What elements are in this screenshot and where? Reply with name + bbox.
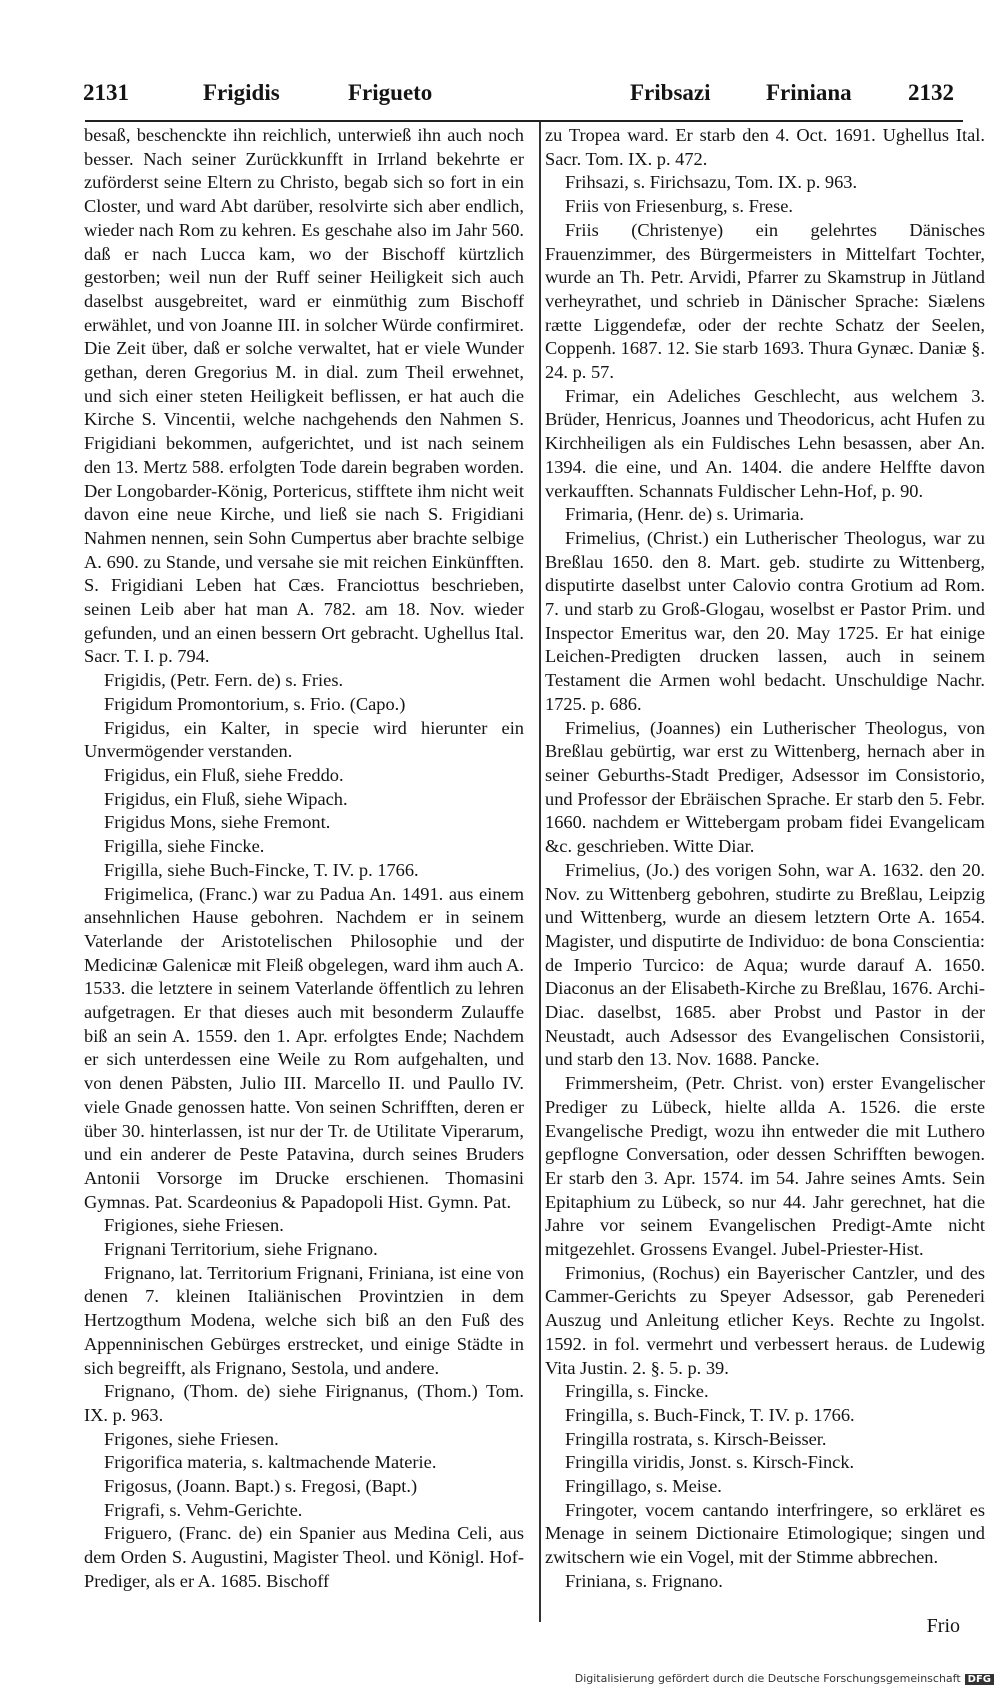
entry: Fringilla, s. Fincke. (565, 1381, 709, 1402)
entry: Frigrafi, s. Vehm-Gerichte. (104, 1499, 303, 1520)
entry: Fringilla rostrata, s. Kirsch-Beisser. (565, 1428, 827, 1449)
entry: Friis von Friesenburg, s. Frese. (565, 196, 794, 217)
entry: Fringoter, vocem cantando interfringere, so erkläret es Menage in seinem Dictionaire Etimologique; singen und zwitschern wie ein Vogel, mit der Stimme abbrechen. (545, 1499, 985, 1568)
entry: Frignani Territorium, siehe Frignano. (104, 1239, 378, 1260)
entry: Frimonius, (Rochus) ein Bayerischer Cantzler, und des Cammer-Gerichts zu Speyer Adsessor, gab Perenederi Auszug und Anleitung etlicher Keys. Rechte zu Ingolst. 1592. in fol. vermehrt und verbessert heraus. de Ludewig Vita Justin. 2. §. 5. p. 39. (545, 1262, 985, 1378)
entry: Frigorifica materia, s. kaltmachende Materie. (104, 1452, 437, 1473)
right-headword-first: Fribsazi (630, 80, 711, 105)
entry: Frigiones, siehe Friesen. (104, 1215, 284, 1236)
right-page-number: 2132 (908, 80, 954, 105)
entry: Frimar, ein Adeliches Geschlecht, aus welchem 3. Brüder, Henricus, Joannes und Theodoricus, acht Hufen zu Kirchheiligen als ein Fuldisches Lehn besassen, aber An. 1394. die eine, und An. 1404. die andere Helffte davon verkaufften. Schannats Fuldischer Lehn-Hof, p. 90. (545, 385, 985, 501)
entry: Frigosus, (Joann. Bapt.) s. Fregosi, (Bapt.) (104, 1476, 418, 1497)
entry-continued: zu Tropea ward. Er starb den 4. Oct. 1691. Ughellus Ital. Sacr. Tom. IX. p. 472. (545, 125, 985, 169)
catchword: Frio (926, 1615, 960, 1637)
entry: Frigidus Mons, siehe Fremont. (104, 812, 331, 833)
entry: Frigimelica, (Franc.) war zu Padua An. 1491. aus einem ansehnlichen Hause gebohren. Nachdem er in seinem Vaterlande der Aristotelischen Philosophie und der Medicinæ Galenicæ mit Fleiß obgelegen, ward ihm auch A. 1533. die letztere in seinem Vaterlande öffentlich zu lehren aufgetragen. Er that dieses auch mit besonderm Zulauffe biß an sein A. 1559. den 1. Apr. erfolgtes Ende; Nachdem er sich unterdessen eine Weile zu Rom aufgehalten, und von denen Päbsten, Julio III. Marcello II. und Paullo IV. viele Gnade genossen hatte. Von seinen Schrifften, deren er über 30. hinterlassen, ist nur der Tr. de Utilitate Viperarum, und ein anderer de Peste Patavina, durch seines Bruders Antonii Vorsorge im Drucke erschienen. Thomasini Gymnas. Pat. Scardeonius & Papadopoli Hist. Gymn. Pat. (84, 883, 524, 1212)
entry: Friguero, (Franc. de) ein Spanier aus Medina Celi, aus dem Orden S. Augustini, Magister Theol. und Königl. Hof-Prediger, als er A. 1685. Bischoff (84, 1523, 524, 1591)
dfg-logo-icon: DFG (965, 1674, 994, 1685)
entry: Frigilla, siehe Fincke. (104, 836, 265, 857)
entry: Frihsazi, s. Firichsazu, Tom. IX. p. 963. (565, 172, 858, 193)
header-rule (85, 120, 963, 122)
entry: Frimmersheim, (Petr. Christ. von) erster Evangelischer Prediger zu Lübeck, hielte allda A. 1526. die erste Evangelische Predigt, wozu ihn entweder die mit Luthero gepflogne Conversation, oder dessen Schrifften bewogen. Er starb den 3. Apr. 1574. im 54. Jahre seines Amts. Sein Epitaphium zu Lübeck, so nur 44. Jahr gerechnet, hat die Jahre vor seinem Evangelischen Predigt-Amte nicht mitgezehlet. Grossens Evangel. Jubel-Priester-Hist. (545, 1073, 985, 1260)
entry: Fringillago, s. Meise. (565, 1476, 722, 1497)
entry: Frigidus, ein Fluß, siehe Wipach. (104, 788, 348, 809)
left-column (84, 124, 524, 1594)
running-header (0, 70, 1000, 110)
entry: Frigones, siehe Friesen. (104, 1428, 279, 1449)
entry: Friniana, s. Frignano. (565, 1570, 723, 1591)
entry: Frimelius, (Joannes) ein Lutherischer Theologus, von Breßlau gebürtig, war erst zu Wittenberg, hernach aber in seiner Geburths-Stadt Prediger, Adsessor im Consistorio, und Professor der Ebräischen Sprache. Er starb den 5. Febr. 1660. nachdem er Wittebergam probam fidei Evangelicam &c. geschrieben. Witte Diar. (545, 717, 985, 857)
entry: Fringilla viridis, Jonst. s. Kirsch-Finck. (565, 1452, 855, 1473)
entry: Frigidum Promontorium, s. Frio. (Capo.) (104, 693, 406, 714)
entry: Frimelius, (Jo.) des vorigen Sohn, war A. 1632. den 20. Nov. zu Wittenberg gebohren, studirte zu Breßlau, Leipzig und Wittenberg, wurde an diesem letztern Orte A. 1654. Magister, und disputirte de Individuo: de bona Conscientia: de Imperio Turcico: de Aqua; wurde darauf A. 1650. Diaconus an der Elisabeth-Kirche zu Breßlau, 1676. Archi-Diac. daselbst, 1685. aber Probst und Pastor in der Neustadt, auch Adsessor des Evangelischen Consistorii, und starb den 13. Nov. 1688. Pancke. (545, 859, 985, 1070)
entry: Frignano, (Thom. de) siehe Firignanus, (Thom.) Tom. IX. p. 963. (84, 1381, 524, 1425)
entry: Frigidus, ein Kalter, in specie wird hierunter ein Unvermögender verstanden. (84, 717, 524, 762)
entry: Friis (Christenye) ein gelehrtes Dänisches Frauenzimmer, des Bürgermeisters in Mittelfart Tochter, wurde an Th. Petr. Arvidi, Pfarrer zu Skamstrup in Jütland verheyrathet, und schrieb in Dänischer Sprache: Siælens rætte Liggendefæ, oder der rechte Schatz der Seelen, Coppenh. 1687. 12. Sie starb 1693. Thura Gynæc. Daniæ §. 24. p. 57. (545, 219, 985, 383)
right-headword-last: Friniana (766, 80, 852, 105)
entry: Frignano, lat. Territorium Frignani, Friniana, ist eine von denen 7. kleinen Italiänischen Provintzien in dem Hertzogthum Modena, welche sich biß an den Fuß des Appenninischen Gebürges erstrecket, und einige Städte in sich begreifft, als Frignano, Sestola, und andere. (84, 1262, 524, 1378)
entry: Frimaria, (Henr. de) s. Urimaria. (565, 504, 804, 525)
digitization-footer (575, 1672, 994, 1685)
column-divider (539, 122, 541, 1622)
right-column (545, 124, 985, 1594)
entry: Frimelius, (Christ.) ein Lutherischer Theologus, war zu Breßlau 1650. den 8. Mart. geb. studirte zu Wittenberg, disputirte daselbst unter Calovio contra Grotium ad Rom. 7. und starb zu Groß-Glogau, woselbst er Pastor Prim. und Inspector Emeritus war, den 20. May 1725. Er hat einige Leichen-Predigten drucken lassen, auch in seinem Testament die Armen wohl bedacht. Unschuldige Nachr. 1725. p. 686. (545, 527, 985, 714)
entry: Fringilla, s. Buch-Finck, T. IV. p. 1766. (565, 1404, 855, 1425)
entry-continued: besaß, beschenckte ihn reichlich, unterwieß ihn auch noch besser. Nach seiner Zurückkunfft in Irrland bekehrte er zuförderst seine Eltern zu Christo, begab sich so fort in ein Closter, und ward Abt darüber, resolvirte sich aber endlich, wieder nach Rom zu kehren. Es geschahe also im Jahr 560. daß er nach Lucca kam, wo der Bischoff kürtzlich gestorben; weil nun der Ruff seiner Heiligkeit sich auch daselbst ausgebreitet, ward er einmüthig zum Bischoff erwählet, und von Joanne III. in solcher Würde confirmiret. Die Zeit über, daß er solche verwaltet, hat er viele Wunder gethan, deren Gregorius M. in dial. zum Theil erwehnet, und sich einer steten Heiligkeit beflissen, er hat auch die Kirche S. Vincentii, welche nachgehends den Nahmen S. Frigidiani bekommen, aufgerichtet, und ist nach seinem den 13. Mertz 588. erfolgten Tode darein begraben worden. Der Longobarder-König, Portericus, stifftete ihm nicht weit davon eine neue Kirche, und ließ sie nach S. Frigidiani Nahmen nennen, sein Sohn Cumpertus aber brachte selbige A. 690. zu Stande, und versahe sie mit reichen Einkünfften. S. Frigidiani Leben hat Cæs. Franciottus beschrieben, seinen Leib aber hat man A. 782. am 18. Nov. wieder gefunden, und an einen bessern Ort gebracht. Ughellus Ital. Sacr. T. I. p. 794. (84, 125, 524, 667)
entry: Frigilla, siehe Buch-Fincke, T. IV. p. 1766. (104, 859, 419, 880)
entry: Frigidus, ein Fluß, siehe Freddo. (104, 764, 344, 785)
footer-credit: Digitalisierung gefördert durch die Deutsche Forschungsgemeinschaft (574, 1672, 961, 1685)
entry: Frigidis, (Petr. Fern. de) s. Fries. (104, 670, 344, 691)
left-headword-last: Frigueto (348, 80, 433, 105)
left-page-number: 2131 (83, 80, 129, 105)
left-headword-first: Frigidis (203, 80, 280, 105)
